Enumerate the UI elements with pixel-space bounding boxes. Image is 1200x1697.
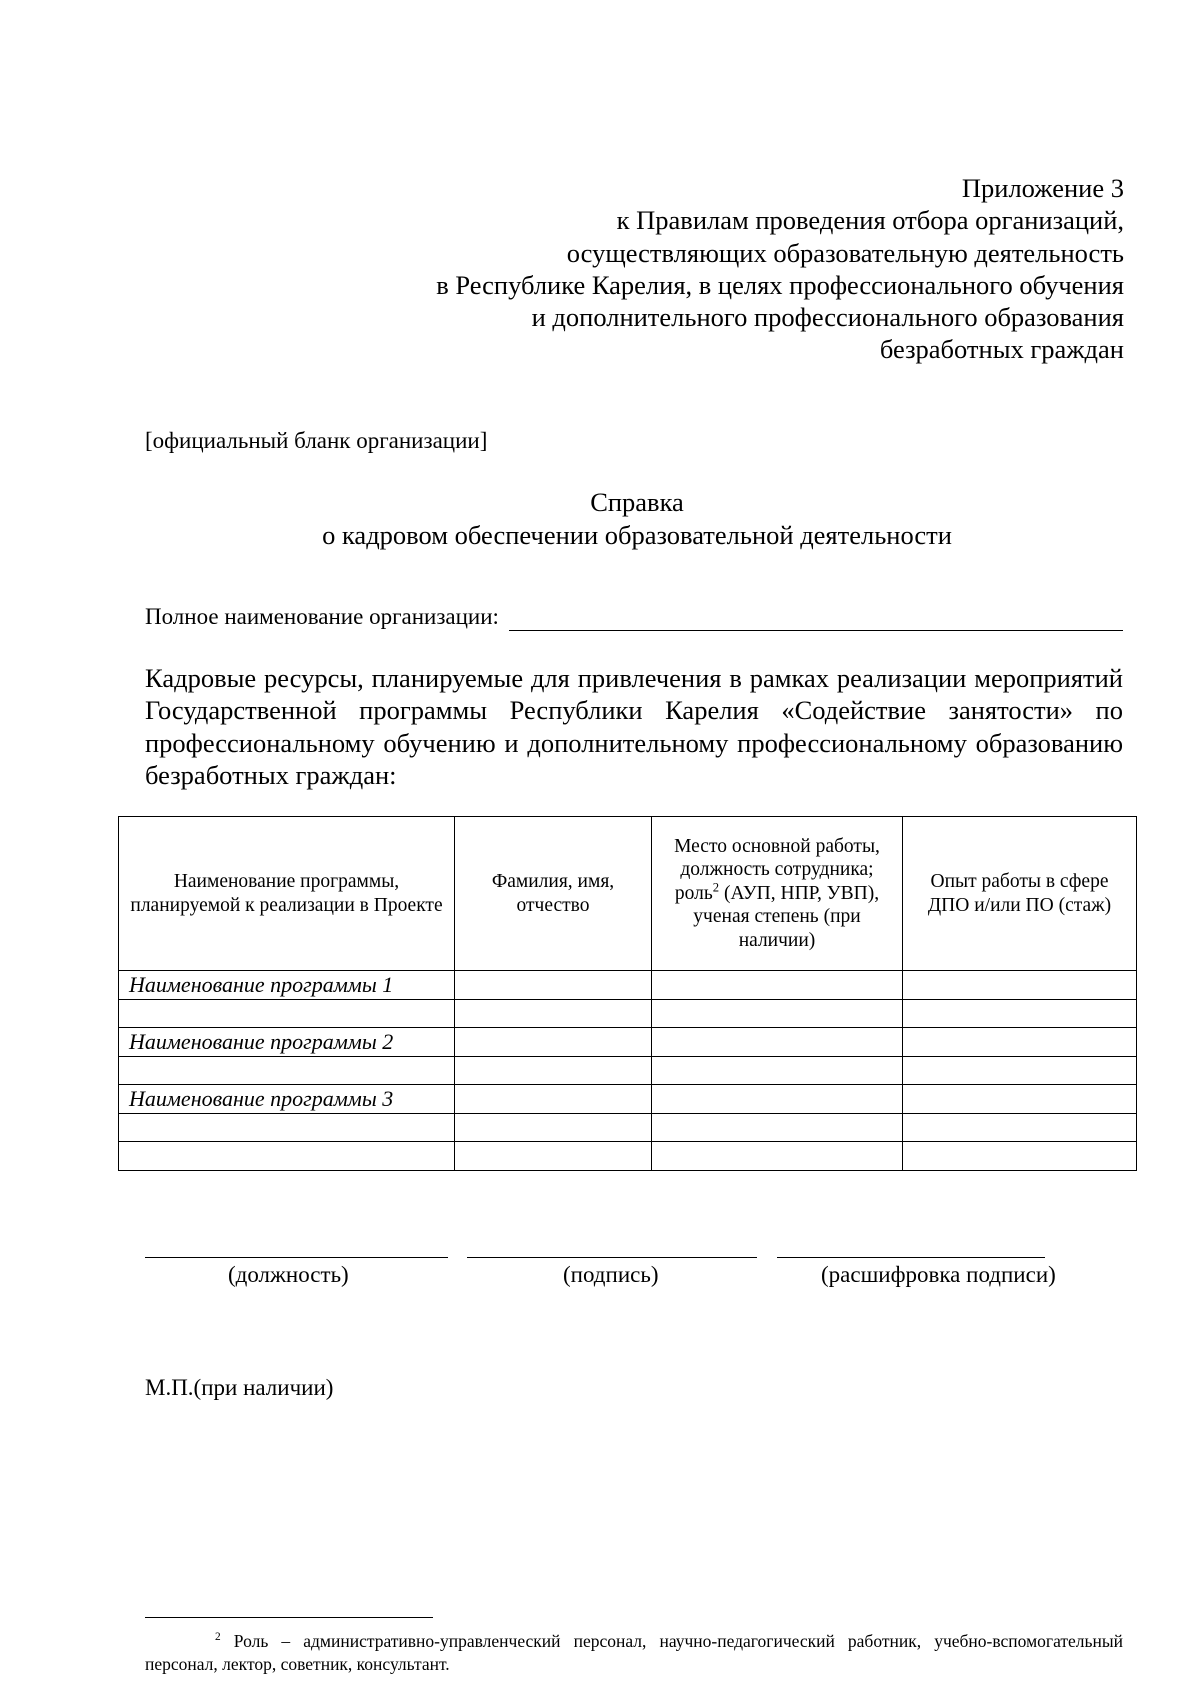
- table-cell[interactable]: [903, 1028, 1137, 1057]
- document-title: [0, 486, 1200, 551]
- table-row: [119, 1028, 1137, 1057]
- table-row: [119, 1056, 1137, 1085]
- table-cell[interactable]: [455, 999, 652, 1028]
- table-cell[interactable]: [652, 1056, 903, 1085]
- program-cell[interactable]: [119, 999, 455, 1028]
- program-cell[interactable]: [119, 1056, 455, 1085]
- appendix-line: к Правилам проведения отбора организаций,: [616, 205, 1124, 236]
- table-cell[interactable]: [455, 1028, 652, 1057]
- appendix-header: [224, 172, 1124, 366]
- table-cell[interactable]: [652, 1085, 903, 1114]
- table-row: [119, 1085, 1137, 1114]
- letterhead-placeholder: [официальный бланк организации]: [145, 428, 488, 453]
- appendix-line: и дополнительного профессионального образования: [531, 302, 1124, 333]
- table-row: [119, 1142, 1137, 1171]
- appendix-line: безработных граждан: [879, 334, 1124, 365]
- program-cell[interactable]: Наименование программы 3: [119, 1085, 455, 1114]
- appendix-line: осуществляющих образовательную деятельность: [566, 237, 1124, 268]
- program-cell[interactable]: Наименование программы 2: [119, 1028, 455, 1057]
- program-cell[interactable]: [119, 1142, 455, 1171]
- table-cell[interactable]: [903, 1142, 1137, 1171]
- table-cell[interactable]: [455, 1113, 652, 1142]
- table-cell[interactable]: [652, 1113, 903, 1142]
- table-cell[interactable]: [652, 1142, 903, 1171]
- table-cell[interactable]: [652, 971, 903, 1000]
- table-cell[interactable]: [903, 971, 1137, 1000]
- intro-paragraph: Кадровые ресурсы, планируемые для привлечения в рамках реализации мероприятий Государственной программы Республики Карелия «Содействие занятости» по профессиональному обучению и дополнительному профессиональному образованию безработных граждан:: [145, 663, 1123, 791]
- table-cell[interactable]: [652, 1028, 903, 1057]
- footnote-ref: 2: [712, 880, 720, 895]
- table-cell[interactable]: [903, 1113, 1137, 1142]
- table-cell[interactable]: [903, 1085, 1137, 1114]
- signature-label: (подпись): [563, 1262, 659, 1287]
- table-header-row: [119, 817, 1137, 971]
- signature-block: [0, 1257, 1200, 1307]
- position-label: (должность): [228, 1262, 349, 1287]
- org-name-label: Полное наименование организации:: [145, 604, 499, 629]
- title-line-1: Справка: [590, 487, 684, 517]
- title-line-2: о кадровом обеспечении образовательной деятельности: [322, 519, 952, 550]
- header-workplace-text: Место основной работы, должность сотрудника; роль: [674, 835, 880, 904]
- footnote-marker: 2: [215, 1631, 221, 1644]
- stamp-note: М.П.(при наличии): [145, 1375, 334, 1400]
- header-experience: Опыт работы в сфере ДПО и/или ПО (стаж): [903, 817, 1137, 971]
- header-full-name: Фамилия, имя, отчество: [455, 817, 652, 971]
- decryption-label: (расшифровка подписи): [821, 1262, 1056, 1287]
- header-workplace: [652, 817, 903, 971]
- table-cell[interactable]: [903, 1056, 1137, 1085]
- table-cell[interactable]: [455, 1085, 652, 1114]
- header-workplace-rest: (АУП, НПР, УВП), ученая степень (при наличии): [693, 882, 880, 951]
- appendix-line: в Республике Карелия, в целях профессионального обучения: [436, 269, 1124, 300]
- table-cell[interactable]: [652, 999, 903, 1028]
- table-row: [119, 999, 1137, 1028]
- header-program-name: Наименование программы, планируемой к реализации в Проекте: [119, 817, 455, 971]
- staff-table: [118, 816, 1137, 1171]
- appendix-line: Приложение 3: [961, 173, 1124, 203]
- program-cell[interactable]: [119, 1113, 455, 1142]
- footnote-text: Роль – административно-управленческий персонал, научно-педагогический работник, учебно-вспомогательный персонал, лектор, советник, консультант.: [145, 1631, 1124, 1674]
- org-name-row: [145, 603, 1123, 631]
- footnote: [145, 1630, 1123, 1676]
- footnote-divider: [145, 1617, 433, 1618]
- table-cell[interactable]: [455, 971, 652, 1000]
- table-cell[interactable]: [903, 999, 1137, 1028]
- table-cell[interactable]: [455, 1056, 652, 1085]
- table-row: [119, 971, 1137, 1000]
- table-row: [119, 1113, 1137, 1142]
- org-name-field[interactable]: [509, 608, 1123, 631]
- program-cell[interactable]: Наименование программы 1: [119, 971, 455, 1000]
- table-cell[interactable]: [455, 1142, 652, 1171]
